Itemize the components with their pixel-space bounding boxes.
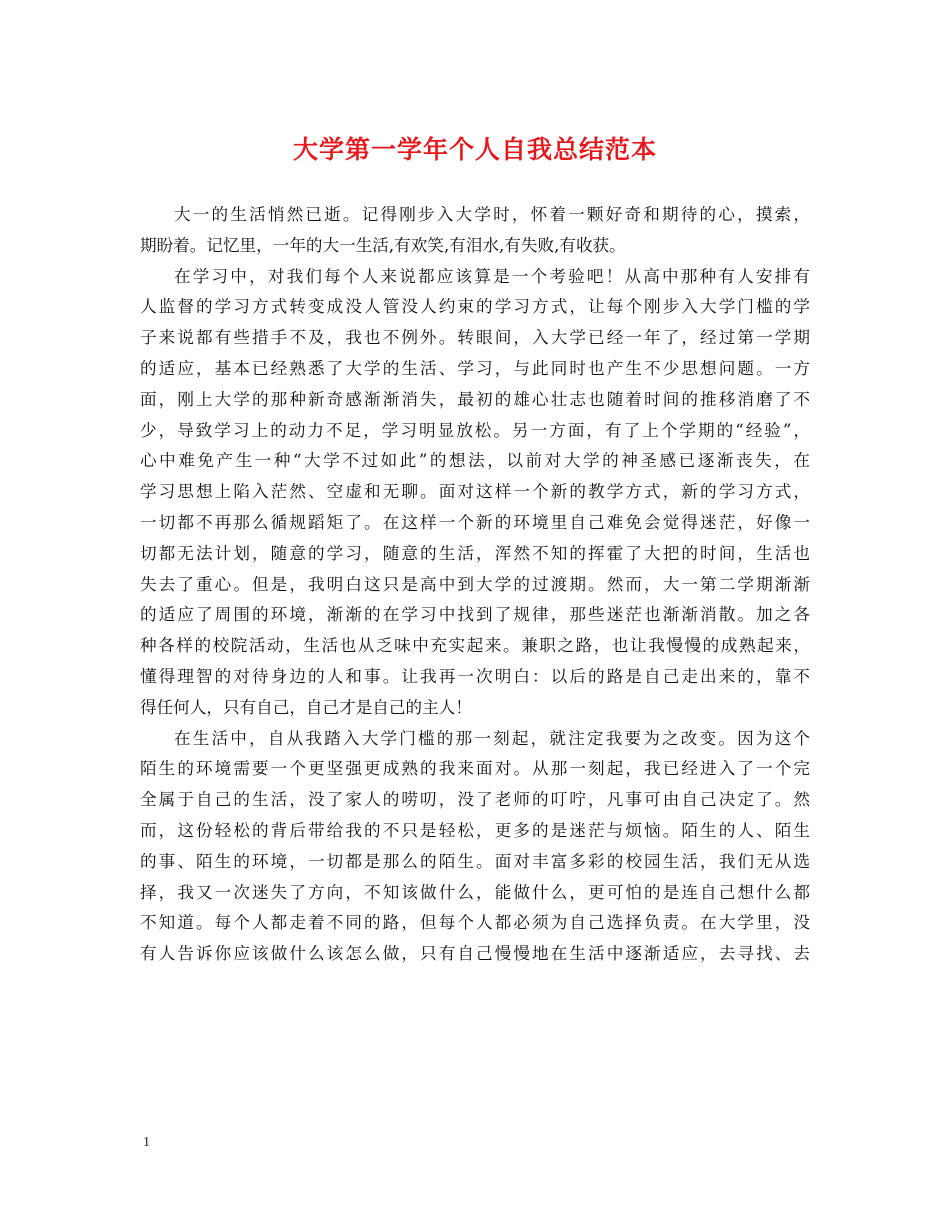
text-line: 失去了重心。但是，我明白这只是高中到大学的过渡期。然而，大一第二学期渐渐	[140, 574, 810, 594]
text-line: 而，这份轻松的背后带给我的不只是轻松，更多的是迷茫与烦恼。陌生的人、陌生	[140, 820, 810, 840]
text-line: 全属于自己的生活，没了家人的唠叨，没了老师的叮咛，凡事可由自己决定了。然	[140, 790, 810, 810]
text-line: 在学习中，对我们每个人来说都应该算是一个考验吧！从高中那种有人安排有	[174, 266, 810, 286]
text-line: 种各样的校院活动，生活也从乏味中充实起来。兼职之路，也让我慢慢的成熟起来，	[140, 636, 810, 656]
text-line: 懂得理智的对待身边的人和事。让我再一次明白：以后的路是自己走出来的，靠不	[140, 666, 810, 686]
text-line: 期盼着。记忆里，一年的大一生活,有欢笑,有泪水,有失败,有收获。	[140, 235, 626, 255]
text-line: 少，导致学习上的动力不足，学习明显放松。另一方面，有了上个学期的“经验”，	[140, 420, 810, 440]
text-line: 大一的生活悄然已逝。记得刚步入大学时，怀着一颗好奇和期待的心，摸索，	[174, 205, 810, 224]
text-line: 的适应，基本已经熟悉了大学的生活、学习，与此同时也产生不少思想问题。一方	[140, 358, 810, 378]
text-line: 的事、陌生的环境，一切都是那么的陌生。面对丰富多彩的校园生活，我们无从选	[140, 851, 810, 871]
text-line: 有人告诉你应该做什么该怎么做，只有自己慢慢地在生活中逐渐适应，去寻找、去	[140, 944, 810, 964]
text-line: 子来说都有些措手不及，我也不例外。转眼间，入大学已经一年了，经过第一学期	[140, 328, 810, 348]
text-line: 一切都不再那么循规蹈矩了。在这样一个新的环境里自己难免会觉得迷茫，好像一	[140, 512, 810, 532]
text-line: 陌生的环境需要一个更坚强更成熟的我来面对。从那一刻起，我已经进入了一个完	[140, 759, 810, 779]
text-line: 的适应了周围的环境，渐渐的在学习中找到了规律，那些迷茫也渐渐消散。加之各	[140, 605, 810, 625]
paragraph-2	[140, 262, 810, 724]
text-line: 面，刚上大学的那种新奇感渐渐消失，最初的雄心壮志也随着时间的推移消磨了不	[140, 389, 810, 409]
text-line: 得任何人，只有自己，自己才是自己的主人！	[140, 697, 472, 717]
paragraph-1	[140, 200, 810, 262]
text-line: 学习思想上陷入茫然、空虚和无聊。面对这样一个新的教学方式，新的学习方式，	[140, 482, 810, 502]
text-line: 心中难免产生一种“大学不过如此”的想法，以前对大学的神圣感已逐渐丧失，在	[140, 451, 810, 471]
document-body	[140, 200, 810, 970]
paragraph-3	[140, 724, 810, 970]
text-line: 择，我又一次迷失了方向，不知该做什么，能做什么，更可怕的是连自己想什么都	[140, 882, 810, 902]
text-line: 人监督的学习方式转变成没人管没人约束的学习方式，让每个刚步入大学门槛的学	[140, 297, 810, 317]
text-line: 不知道。每个人都走着不同的路，但每个人都必须为自己选择负责。在大学里，没	[140, 913, 810, 933]
page-number: 1	[143, 1135, 150, 1150]
document-title: 大学第一学年个人自我总结范本	[292, 135, 657, 164]
text-line: 在生活中，自从我踏入大学门槛的那一刻起，就注定我要为之改变。因为这个	[174, 728, 810, 748]
text-line: 切都无法计划，随意的学习，随意的生活，浑然不知的挥霍了大把的时间，生活也	[140, 543, 810, 563]
